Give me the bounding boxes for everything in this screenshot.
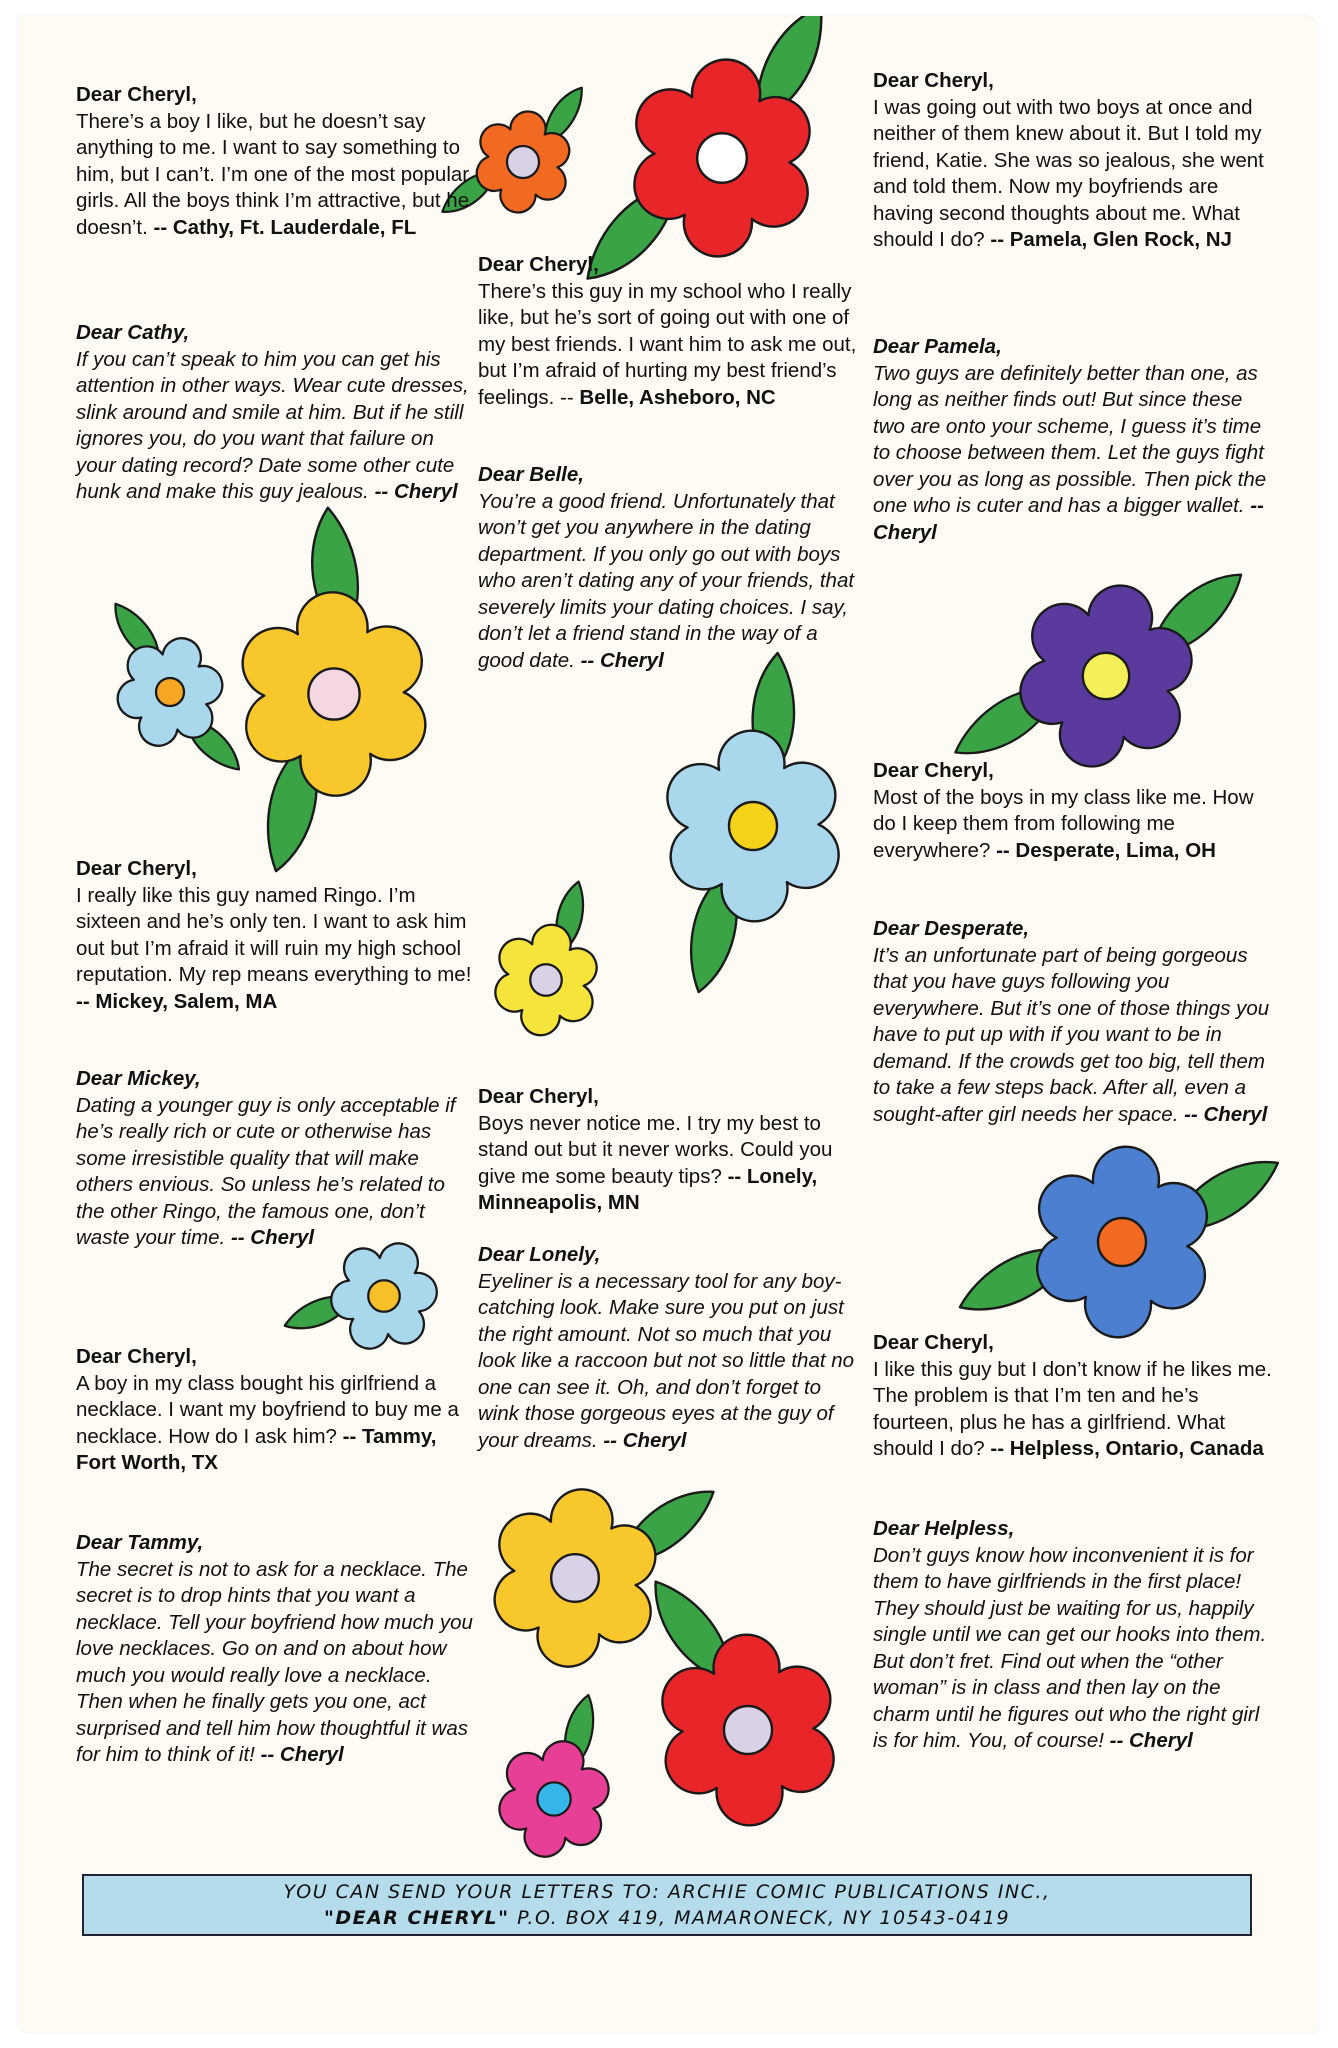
letter-lonely-question <box>478 1084 858 1217</box>
address-po-box: P.O. BOX 419, MAMARONECK, NY 10543-0419 <box>517 1907 1011 1929</box>
letter-helpless-answer <box>873 1516 1273 1755</box>
answer-greeting: Dear Cathy, <box>76 321 190 344</box>
letter-lonely-answer <box>478 1242 858 1454</box>
red-flower-top-icon <box>566 16 852 285</box>
answer-body: Dating a younger guy is only acceptable if he’s really rich or cute or otherwise has some irresistible quality that will make others envious. So unless he’s related to the other Ringo, the famous one, don’t waste your time. <box>76 1093 456 1249</box>
answer-body: Don’t guys know how inconvenient it is for them to have girlfriends in the first place! They should just be waiting for us, happily single until we can get our hooks into them. But don’t fret. Find out when the “other woman” is in class and then lay on the charm until he figures out who the right girl is for him. You, of course! <box>873 1543 1267 1752</box>
letter-body: A boy in my class bought his girlfriend a necklace. I want my boyfriend to buy me a necklace. How do I ask him? <box>76 1371 459 1448</box>
letter-signature: -- Desperate, Lima, OH <box>996 838 1216 862</box>
mailing-address-box <box>82 1874 1252 1936</box>
answer-signature: -- Cheryl <box>374 480 458 503</box>
letter-greeting: Dear Cheryl, <box>478 1085 599 1108</box>
letter-cathy-answer <box>76 320 476 506</box>
answer-greeting: Dear Lonely, <box>478 1243 601 1266</box>
answer-body: Eyeliner is a necessary tool for any boy-catching look. Make sure you put on just the right amount. Not so much that you look like a raccoon but not so little that no one can see it. Oh, and don’t forget to wink those gorgeous eyes at the guy of your dreams. <box>478 1269 855 1452</box>
letter-signature: -- Pamela, Glen Rock, NJ <box>990 228 1232 251</box>
letter-tammy-question <box>76 1344 476 1477</box>
letter-signature: -- Lonely, Minneapolis, MN <box>478 1164 818 1214</box>
letter-cathy-question <box>76 82 476 241</box>
letter-signature: -- Cathy, Ft. Lauderdale, FL <box>153 215 417 239</box>
letter-belle-question <box>478 252 858 411</box>
answer-greeting: Dear Belle, <box>478 463 584 486</box>
answer-greeting: Dear Pamela, <box>873 335 1002 358</box>
answer-signature: -- Cheryl <box>873 494 1264 544</box>
letter-greeting: Dear Cheryl, <box>76 857 197 880</box>
letter-greeting: Dear Cheryl, <box>873 69 994 92</box>
blue-flower-icon <box>953 1140 1289 1345</box>
letter-greeting: Dear Cheryl, <box>478 253 599 276</box>
letter-desperate-answer <box>873 916 1273 1128</box>
letter-body: There’s this guy in my school who I really like, but he’s sort of going out with one of my best friends. I want him to ask me out, but I’m afraid of hurting my best friend’s feelings. -- <box>478 279 857 409</box>
letter-belle-answer <box>478 462 858 674</box>
yellow-large-flower-icon <box>237 506 425 875</box>
letter-pamela-answer <box>873 334 1273 546</box>
answer-greeting: Dear Mickey, <box>76 1067 201 1090</box>
answer-body: If you can’t speak to him you can get his attention in other ways. Wear cute dresses, slink around and smile at him. But if he still ignores you, do you want that failure on your dating record? Date some other cute hunk and make this guy jealous. <box>76 347 469 503</box>
letter-pamela-question <box>873 68 1273 254</box>
red-flower-bottom-icon <box>649 1567 834 1825</box>
letter-mickey-question <box>76 856 476 1015</box>
letter-helpless-question <box>873 1330 1273 1463</box>
letter-body: There’s a boy I like, but he doesn’t say anything to me. I want to say something to him, but I can’t. I’m one of the most popular girls. All the boys think I’m attractive, but he doesn’t. <box>76 109 470 239</box>
letter-body: I was going out with two boys at once and neither of them knew about it. But I told my friend, Katie. She was so jealous, she went and told them. Now my boyfriends are having second thoughts about me. What should I do? <box>873 95 1264 251</box>
answer-body: It’s an unfortunate part of being gorgeous that you have guys following you everywhere. But it’s one of those things you have to put up with if you want to be in demand. If the crowds get too big, tell them to take a few steps back. After all, even a sought-after girl needs her space. <box>873 943 1270 1126</box>
answer-signature: -- Cheryl <box>230 1226 315 1249</box>
answer-body: Two guys are definitely better than one, as long as neither finds out! But since these two are onto your scheme, I guess it’s time to choose between them. Let the guys fight over you as long as possible. Then pick the one who is cuter and has a bigger wallet. <box>873 361 1267 517</box>
letter-signature: -- Tammy, Fort Worth, TX <box>76 1424 437 1474</box>
letter-greeting: Dear Cheryl, <box>873 759 994 782</box>
answer-signature: -- Cheryl <box>1109 1729 1193 1752</box>
pink-flower-icon <box>488 1693 620 1870</box>
answer-signature: -- Cheryl <box>580 648 664 672</box>
answer-greeting: Dear Desperate, <box>873 917 1030 940</box>
address-line-2 <box>84 1905 1250 1931</box>
light-blue-flower-center-icon <box>662 651 838 996</box>
answer-signature: -- Cheryl <box>603 1428 687 1452</box>
answer-body: The secret is not to ask for a necklace. The secret is to drop hints that you want a necklace. Tell your boyfriend how much you love necklaces. Go on and on about how much you would really love a necklace. Then when he finally gets you one, act surprised and tell him how thoughtful it was for him to think of it! <box>76 1557 473 1766</box>
answer-signature: -- Cheryl <box>1184 1102 1268 1126</box>
letter-body: I like this guy but I don’t know if he likes me. The problem is that I’m ten and he’s fourteen, plus he has a girlfriend. What should I do? <box>873 1357 1272 1460</box>
letter-body: Boys never notice me. I try my best to stand out but it never works. Could you give me some beauty tips? <box>478 1111 833 1188</box>
light-blue-small-flower-icon <box>104 595 242 781</box>
letter-mickey-answer <box>76 1066 476 1252</box>
purple-flower-icon <box>945 566 1259 787</box>
letter-tammy-answer <box>76 1530 476 1769</box>
letter-body: I really like this guy named Ringo. I’m sixteen and he’s only ten. I want to ask him out but I’m afraid it will ruin my high school reputation. My rep means everything to me! <box>76 883 472 986</box>
address-column-title: "DEAR CHERYL" <box>323 1907 510 1929</box>
letter-signature: -- Helpless, Ontario, Canada <box>990 1437 1264 1460</box>
letter-greeting: Dear Cheryl, <box>76 1345 197 1368</box>
address-line-1: YOU CAN SEND YOUR LETTERS TO: ARCHIE COMIC PUBLICATIONS INC., <box>283 1881 1051 1903</box>
yellow-small-flower-icon <box>487 880 605 1044</box>
letter-body: Most of the boys in my class like me. How do I keep them from following me everywhere? <box>873 785 1254 862</box>
answer-body: You’re a good friend. Unfortunately that won’t get you anywhere in the dating department. If you only go out with boys who aren’t dating any of your friends, that severely limits your dating choices. I say, don’t let a friend stand in the way of a good date. <box>478 489 855 672</box>
letter-greeting: Dear Cheryl, <box>76 83 197 106</box>
answer-signature: -- Cheryl <box>260 1743 344 1766</box>
letters-page <box>18 16 1318 2032</box>
letter-signature: -- Mickey, Salem, MA <box>76 989 278 1013</box>
letter-signature: Belle, Asheboro, NC <box>579 385 776 409</box>
letter-greeting: Dear Cheryl, <box>873 1331 994 1354</box>
answer-greeting: Dear Tammy, <box>76 1531 204 1554</box>
answer-greeting: Dear Helpless, <box>873 1517 1015 1540</box>
letter-desperate-question <box>873 758 1273 864</box>
